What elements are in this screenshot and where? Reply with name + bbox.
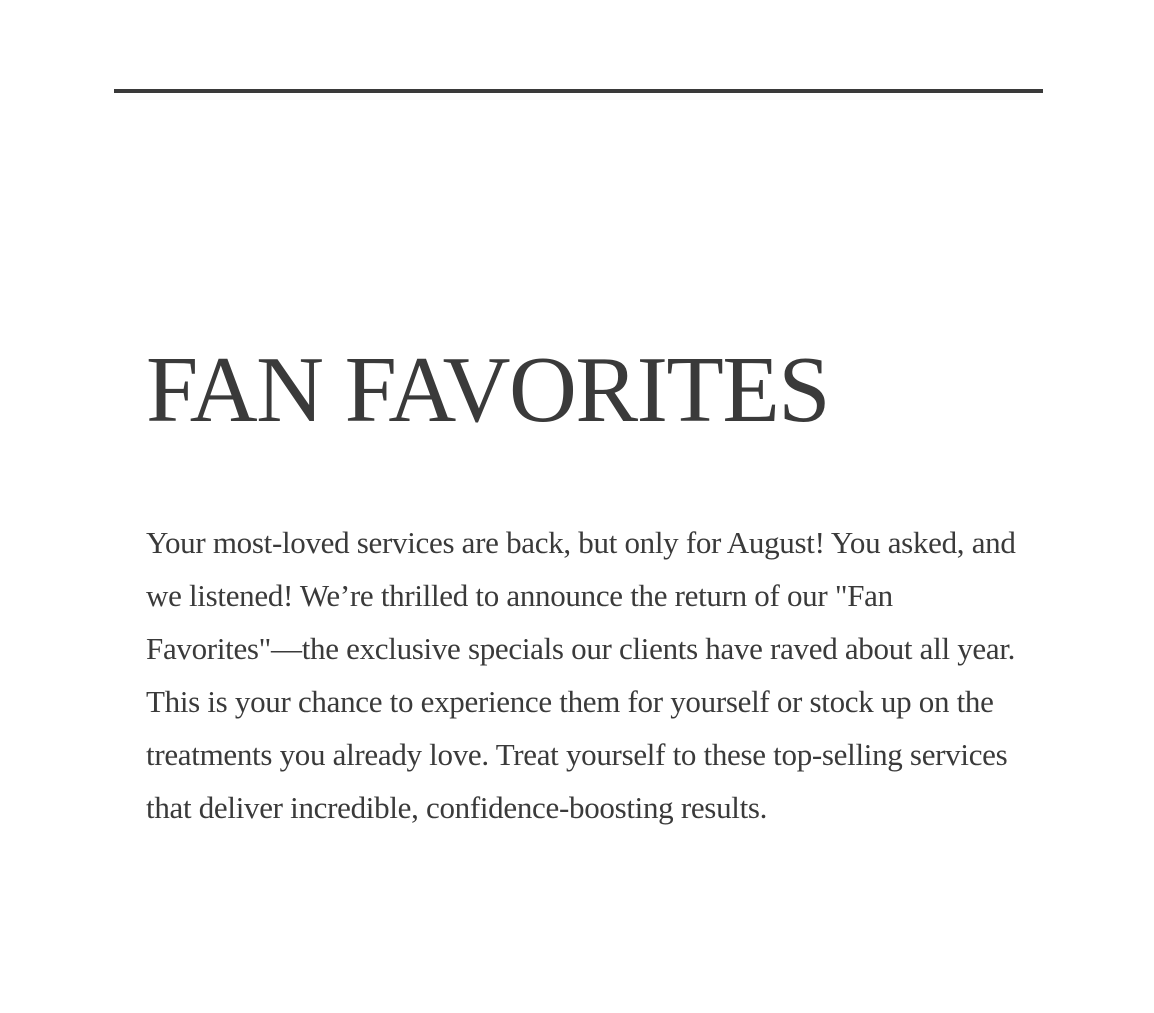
section-title: FAN FAVORITES — [146, 338, 830, 442]
section-description: Your most-loved services are back, but only for August! You asked, and we listened! We’re thrilled to announce the return of our "Fan Favorites"—the exclusive specials our clients have raved about all year. This is your chance to experience them for yourself or stock up on the treatments you already love. Treat yourself to these top-selling services that deliver incredible, confidence-boosting results. — [146, 525, 1016, 825]
fan-favorites-section — [146, 336, 1016, 834]
top-divider — [114, 89, 1043, 93]
